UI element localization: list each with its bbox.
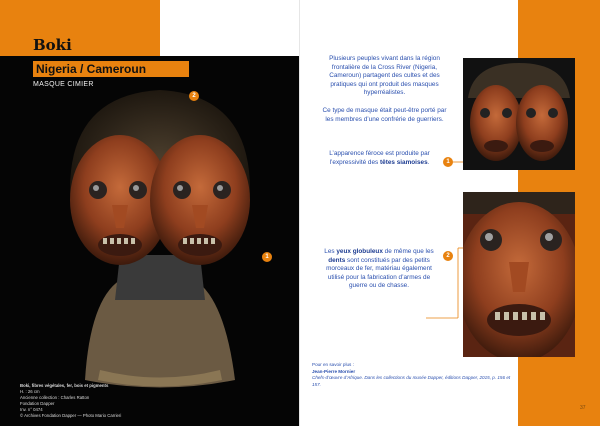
highlight-siamese: têtes siamoises [380,158,428,166]
highlight-eyes: yeux globuleux [336,248,383,255]
page-number: 37 [580,405,586,411]
highlight-teeth: dents [328,256,346,264]
caption-line: Ancienne collection : Charles Ratton [20,395,90,400]
refs-heading: Pour en savoir plus : [312,362,354,367]
caption-line: Fondation Dapper [20,401,55,406]
refs-text: Chefs-d’œuvre d’Afrique. Dans les collections du musée Dapper, éditions Dapper, 2015, p. 156 et 157. [312,375,511,387]
marker-1-mid: 1 [262,252,272,262]
intro-paragraph: Plusieurs peuples vivant dans la région frontalière de la Cross River (Nigeria, Cameroun) partagent des cultes et des pratiques qui ont produit des masques hyperréalistes. [329,55,440,97]
warrior-paragraph: Ce type de masque était peut-être porté par les membres d’une confrérie de guerriers. [322,107,447,123]
detail-photo-heads [463,58,575,170]
refs-author: Jean-Pierre Mornier [312,368,356,374]
subtitle: Nigeria / Cameroun [36,62,147,76]
photo-caption [20,383,160,419]
marker-1-right: 1 [443,157,453,167]
page-title: Boki [33,36,72,54]
marker-2-top: 2 [189,91,199,101]
marker-2-right: 2 [443,251,453,261]
caption-line: © Archives Fondation Dapper — Photo Mario Carrieri [20,413,122,418]
references [312,362,512,388]
detail-photo-face [463,192,575,357]
mask-type-label: MASQUE CIMIER [33,81,94,88]
caption-line: Inv. n° 0474 [20,407,43,412]
eyes-teeth-paragraph: Les yeux globuleux de même que les dents sont constitués par des petits morceaux de fer, matériau également utilisé pour la fabrication d’armes de guerre ou de chasse. [324,248,434,290]
caption-line: Boki, fibres végétales, fer, bois et pigments [20,383,109,388]
caption-line: H. : 26 cm [20,389,40,394]
siamese-paragraph: L’apparence féroce est produite par l’expressivité des têtes siamoises. [329,150,430,166]
